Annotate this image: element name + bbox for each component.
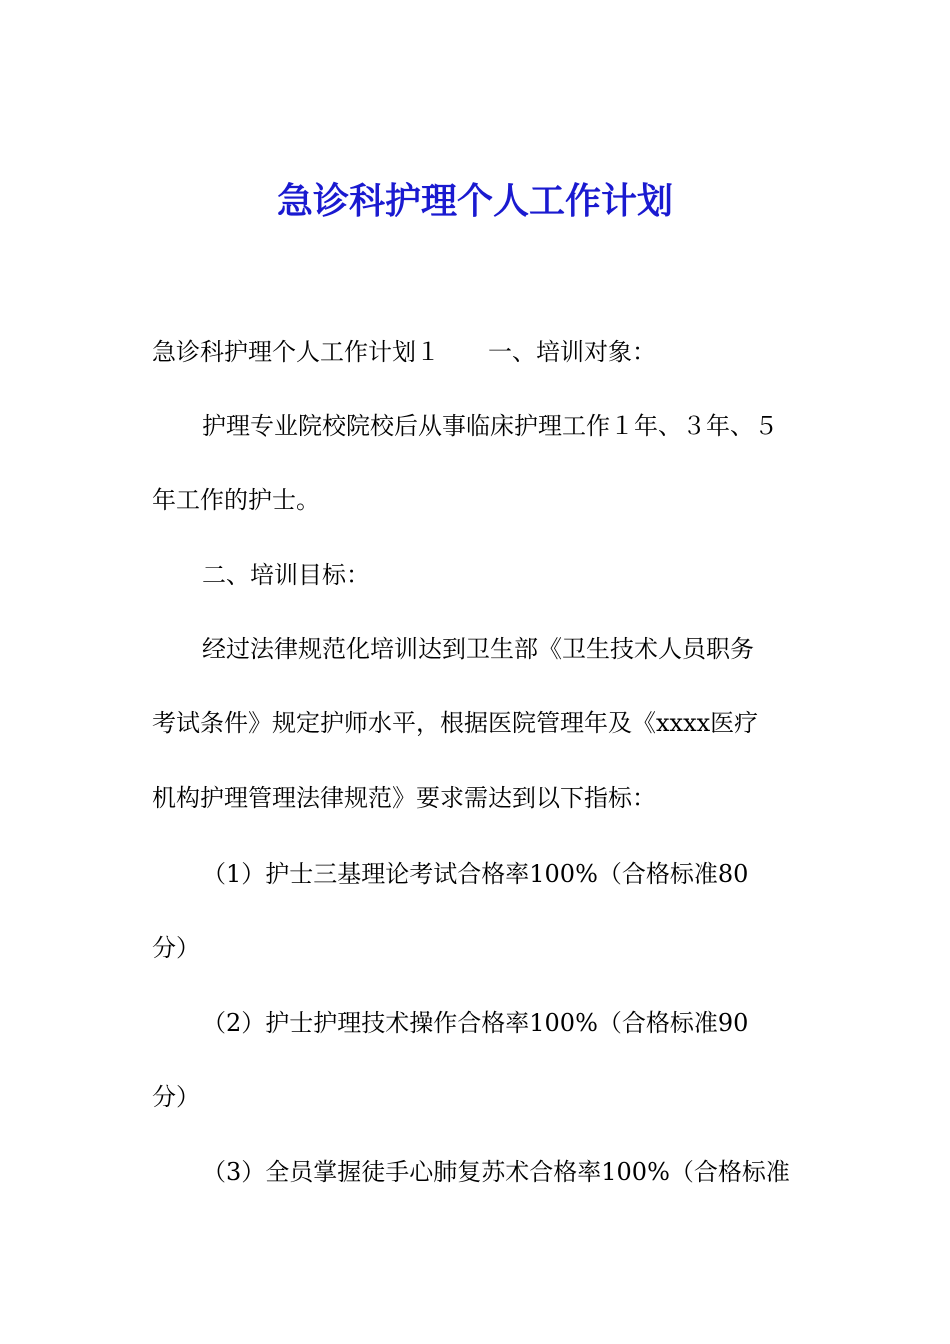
paragraph-line-7: 机构护理管理法律规范》要求需达到以下指标： bbox=[152, 784, 656, 812]
list-item-1: （1）护士三基理论考试合格率100%（合格标准80 bbox=[202, 860, 749, 888]
section-heading-training-goals: 二、培训目标： bbox=[202, 561, 370, 589]
paragraph-line-3: 年工作的护士。 bbox=[152, 486, 320, 514]
document-title: 急诊科护理个人工作计划 bbox=[276, 180, 673, 222]
list-item-2-continuation: 分） bbox=[152, 1083, 200, 1111]
list-item-1-continuation: 分） bbox=[152, 934, 200, 962]
list-item-2: （2）护士护理技术操作合格率100%（合格标准90 bbox=[202, 1009, 749, 1037]
paragraph-line-5: 经过法律规范化培训达到卫生部《卫生技术人员职务 bbox=[202, 635, 754, 663]
paragraph-line-6: 考试条件》规定护师水平，根据医院管理年及《xxxx医疗 bbox=[152, 709, 759, 737]
paragraph-line-2: 护理专业院校院校后从事临床护理工作１年、３年、５ bbox=[202, 412, 778, 440]
list-item-3: （3）全员掌握徒手心肺复苏术合格率100%（合格标准 bbox=[202, 1158, 790, 1186]
paragraph-line-1: 急诊科护理个人工作计划１ 一、培训对象： bbox=[152, 338, 656, 366]
